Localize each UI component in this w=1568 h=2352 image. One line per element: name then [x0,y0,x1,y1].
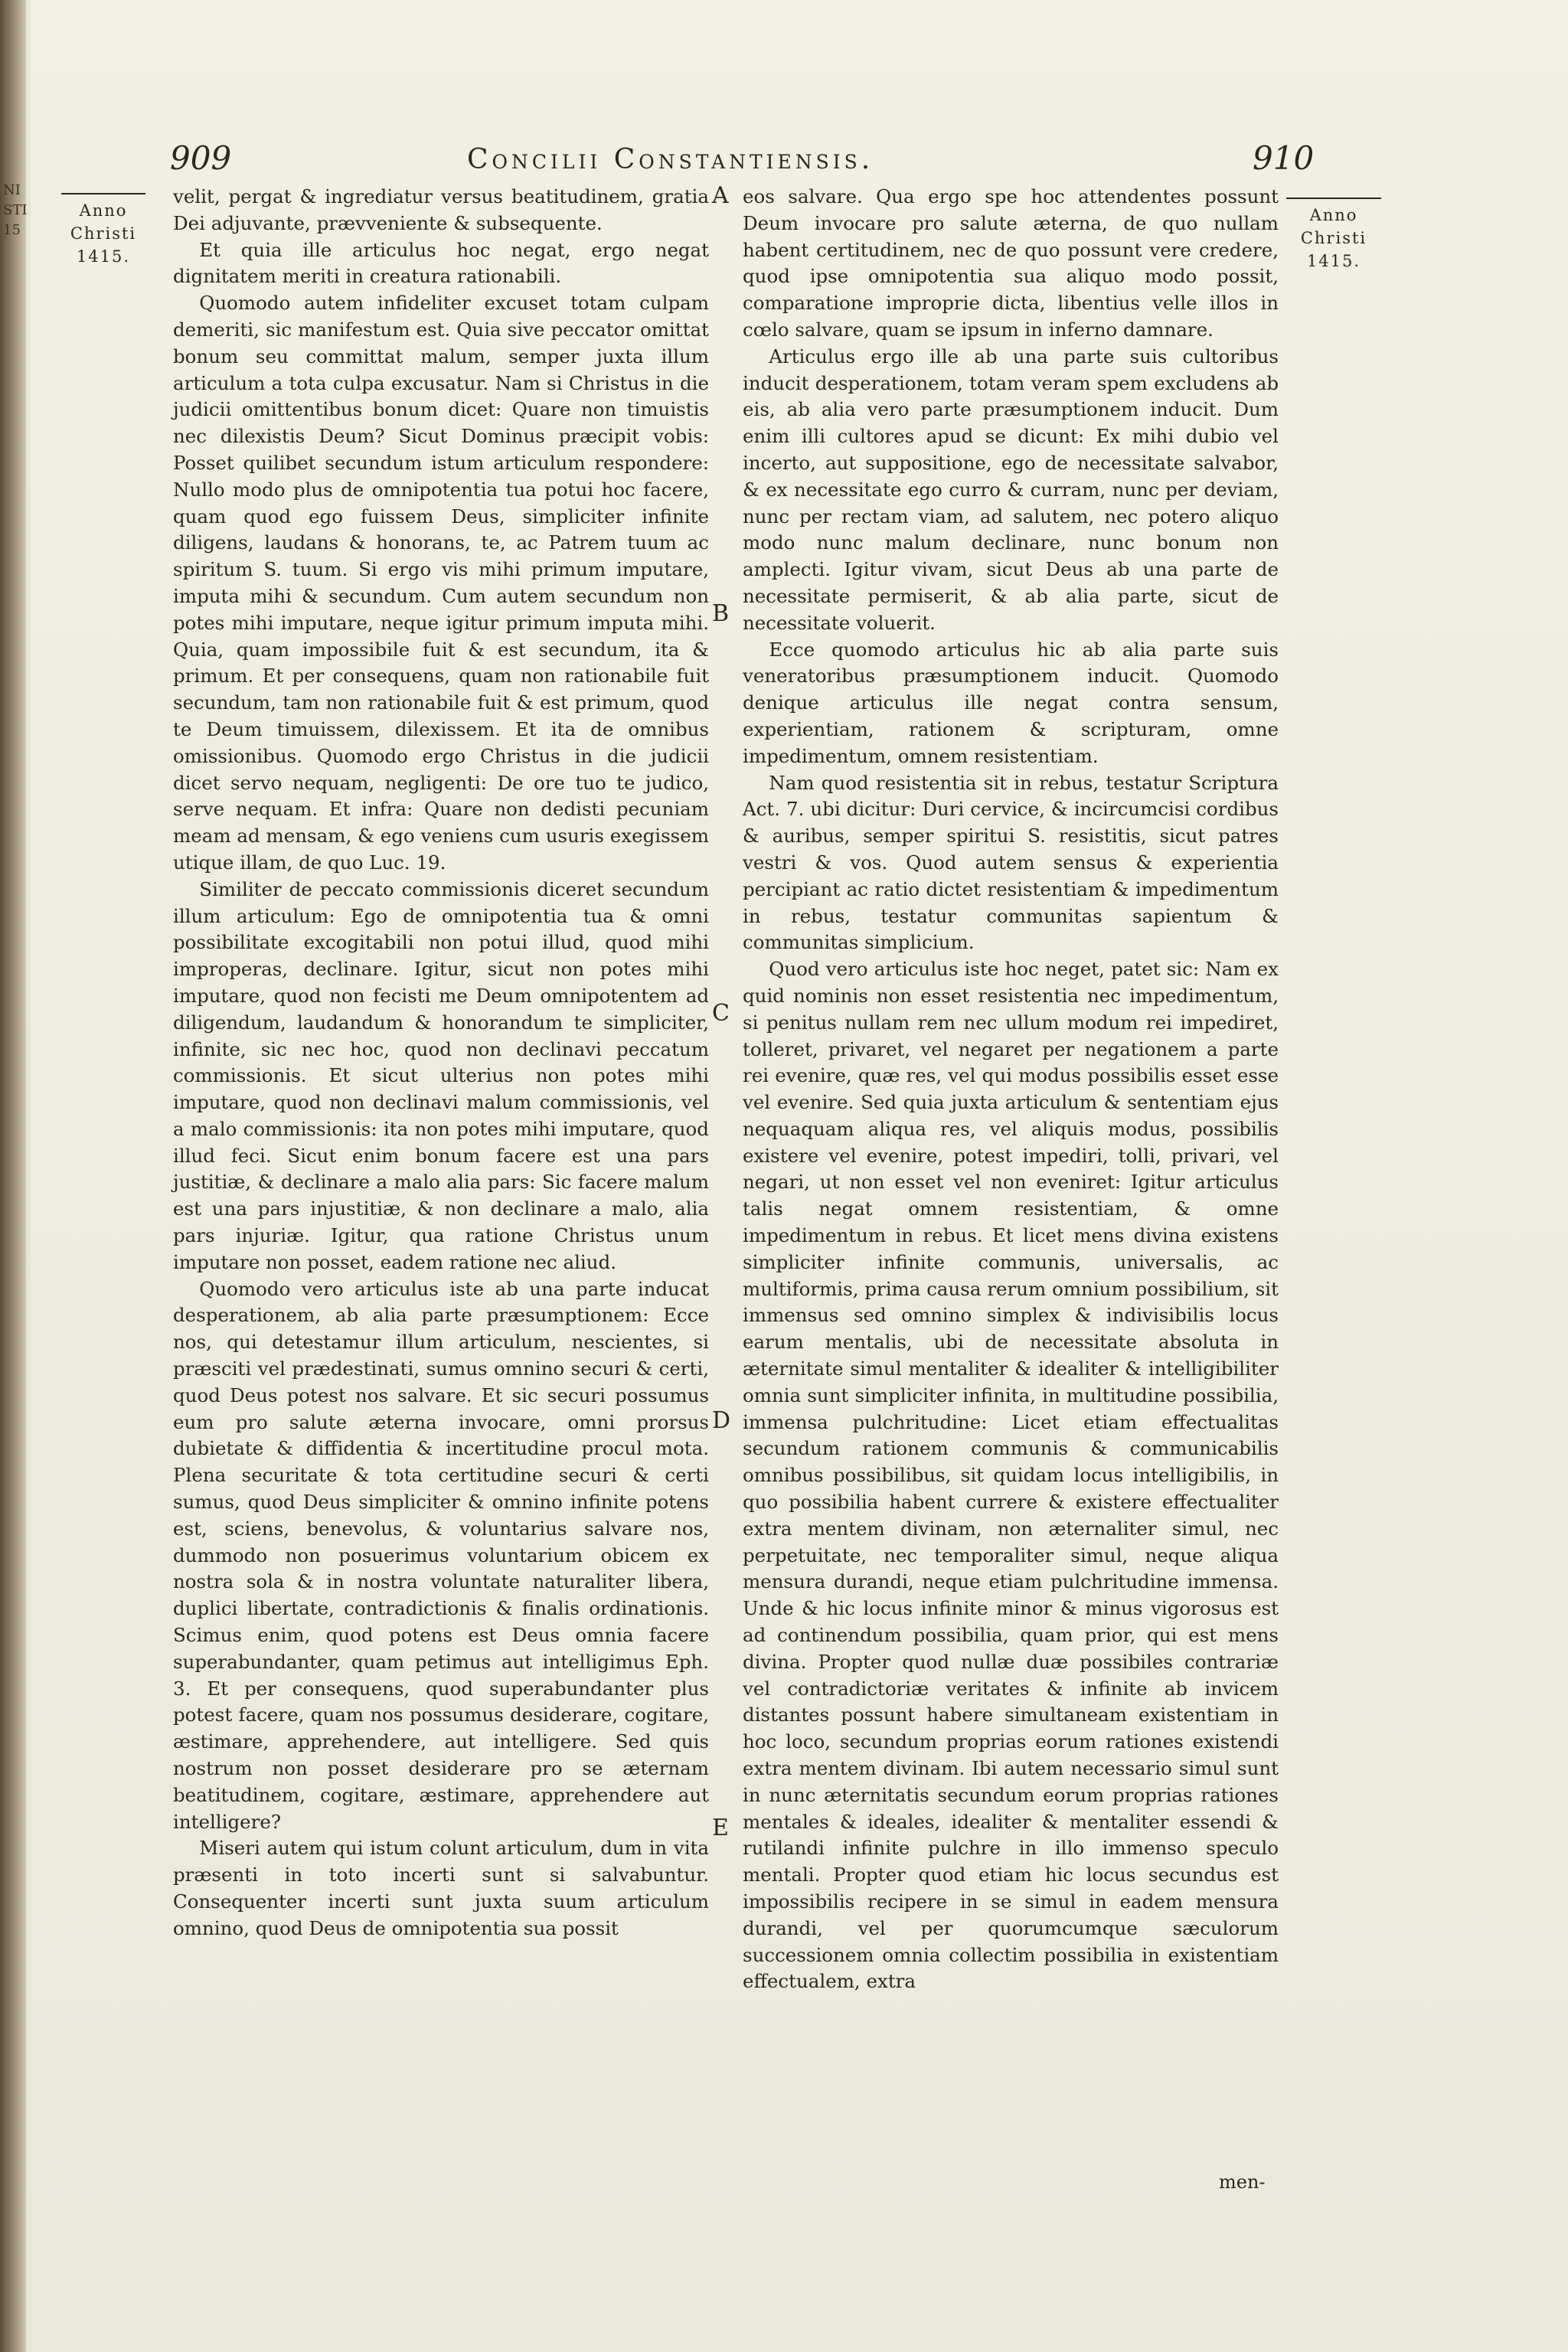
page-title: Concilii Constantiensis. [467,144,874,175]
right-text-column [743,184,1279,1995]
catchword: men- [1219,2171,1266,2193]
section-mark-d: D [712,1407,731,1434]
paragraph: Similiter de peccato commissionis diceret secundum illum articulum: Ego de omnipotentia tua & omni possibilitate excogitabili non potui illud, quod mihi improperas, declinare. Igitur, sicut non potes mihi imputare, quod non fecisti me Deum omnipotentem ad diligendum, laudandum & honorandum te simpliciter, infinite, sic nec hoc, quod non declinavi peccatum commissionis. Et sicut ulterius non potes mihi imputare, quod non declinavi malum commissionis, vel a malo commissionis: ita non potes mihi imputare, quod illud feci. Sicut enim bonum facere est una pars justitiæ, & declinare a malo alia pars: Sic facere malum est una pars injustitiæ, & non declinare a malo, alia pars injuriæ. Igitur, qua ratione Christus unum imputare non posset, eadem ratione nec aliud. [173,877,709,1273]
binding-text-fragment: NI STI 15 [3,182,28,238]
paragraph: eos salvare. Qua ergo spe hoc attendentes possunt Deum invocare pro salute æterna, de quo nullam habent certitudinem, nec de quo possunt vere credere, quod ipse omnipotentia sua aliquo modo possit, comparatione improprie dicta, libentius velle illos in cœlo salvare, quam se ipsum in inferno damnare. [743,185,1279,341]
paragraph: Et quia ille articulus hoc negat, ergo negat dignitatem meriti in creatura rationabili. [173,238,709,288]
page-number-right: 910 [1253,139,1315,177]
paragraph: Nam quod resistentia sit in rebus, testatur Scriptura Act. 7. ubi dicitur: Duri cervice, & incircumcisi cordibus & auribus, semper spiritui S. resistitis, sicut patres vestri & vos. Quod autem sensus & experientia percipiant ac ratio dictet resistentiam & impedimentum in rebus, testatur communitas sapientum & communitas simplicium. [743,771,1279,954]
paragraph: Ecce quomodo articulus hic ab alia parte suis veneratoribus præsumptionem inducit. Quomodo denique articulus ille negat contra sensum, experientiam, rationem & scripturam, omne impedimentum, omnem resistentiam. [743,638,1279,767]
anno-christi-left [61,193,145,268]
anno-rule [61,193,145,194]
anno-label: Anno [1309,206,1358,224]
section-mark-c: C [712,1000,730,1027]
book-page [31,0,1568,2352]
year-label: 1415. [1306,252,1361,270]
paragraph: Miseri autem qui istum colunt articulum, dum in vita præsenti in toto incerti sunt si salvabuntur. Consequenter incerti sunt juxta suum articulum omnino, quod Deus de omnipotentia sua possit [173,1837,709,1939]
left-text-column [173,184,709,1942]
page-number-left: 909 [170,139,232,177]
paragraph: Quomodo autem infideliter excuset totam culpam demeriti, sic manifestum est. Quia sive peccator omittat bonum seu committat malum, semper juxta illum articulum a tota culpa excusatur. Nam si Christus in die judicii omittentibus bonum dicet: Quare non timuistis nec dilexistis Deum? Sicut Dominus præcipit vobis: Posset quilibet secundum istum articulum respondere: Nullo modo plus de omnipotentia tua potui hoc facere, quam quod ego fuissem Deus, simpliciter infinite diligens, laudans & honorans, te, ac Patrem tuum ac spiritum S. tuum. Si ergo vis mihi primum imputare, imputa mihi & secundum. Cum autem secundum non potes mihi imputare, neque igitur primum imputa mihi. Quia, quam impossibile fuit & est secundum, ita & primum. Et per consequens, quam non rationabile fuit secundum, tam non rationabile fuit & est primum, quod te Deum timuissem, dilexissem. Et ita de omnibus omissionibus. Quomodo ergo Christus in die judicii dicet servo nequam, negligenti: De ore tuo te judico, serve nequam. Et infra: Quare non dedisti pecuniam meam ad mensam, & ego veniens cum usuris exegissem utique illam, de quo Luc. 19. [173,292,709,874]
running-head [31,139,1568,185]
year-label: 1415. [76,247,131,266]
paragraph: Quod vero articulus iste hoc neget, patet sic: Nam ex quid nominis non esset resistentia nec impedimentum, si penitus nullam rem nec ullum modum rei impediret, tolleret, privaret, vel negaret per negationem a parte rei evenire, quæ res, vel qui modus possibilis esset esse vel evenire. Sed quia juxta articulum & sententiam ejus nequaquam aliqua res, vel aliquis modus, possibilis existere vel evenire, potest impediri, tolli, privari, vel negari, ut non esset vel non eveniret: Igitur articulus talis negat omnem resistentiam, & omne impedimentum in rebus. Et licet mens divina existens simpliciter infinite communis, universalis, ac multiformis, prima causa rerum omnium possibilium, sit immensus sed omnino simplex & indivisibilis locus earum mentalis, ubi de necessitate absoluta in æternitate simul mentaliter & idealiter & intelligibiliter omnia sunt simpliciter infinita, in multitudine possibilia, immensa pulchritudine: Licet etiam effectualitas secundum rationem communis & communicabilis omnibus possibilibus, sit quidam locus intelligibilis, in quo possibilia habent currere & existere effectualiter extra mentem divinam, non æternaliter simul, nec perpetuitate, nec temporaliter simul, neque aliqua mensura durandi, neque etiam pulchritudine immensa. Unde & hic locus infinite minor & minus vigorosus est ad continendum possibilia, quam prior, qui est mens divina. Propter quod nullæ duæ possibiles contrariæ vel contradictoriæ veritates & infinite ab invicem distantes possunt habere simultaneam existentiam in hoc loco, secundum proprias eorum rationes existendi extra mentem divinam. Ibi autem necessario simul sunt in nunc æternitatis secundum eorum proprias rationes mentales & ideales, idealiter & mentaliter essendi & rutilandi infinite pulchre in illo immenso speculo mentali. Propter quod etiam hic locus secundus est impossibilis recipere in se simul in eadem mensura durandi, vel per quorumcumque sæculorum successionem omnia collectim possibilia in existentiam effectualem, extra [743,958,1279,1993]
anno-rule [1286,198,1381,199]
anno-label: Anno [79,201,128,220]
section-mark-a: A [712,182,729,209]
paragraph: Quomodo vero articulus iste ab una parte inducat desperationem, ab alia parte præsumptionem: Ecce nos, qui detestamur illum articulum, nescientes, si præsciti vel prædestinati, sumus omnino securi & certi, quod Deus potest nos salvare. Et sic securi possumus eum pro salute æterna invocare, omni prorsus dubietate & diffidentia & incertitudine procul mota. Plena securitate & tota certitudine securi & certi sumus, quod Deus simpliciter & omnino infinite potens est, sciens, benevolus, & voluntarius salvare nos, dummodo non posuerimus voluntarium obicem ex nostra sola & in nostra voluntate naturaliter libera, duplici libertate, contradictionis & finalis ordinationis. Scimus enim, quod potens est Deus omnia facere superabundanter, quam petimus aut intelligimus Eph. 3. Et per consequens, quod superabundanter plus potest facere, quam nos possumus desiderare, cogitare, æstimare, apprehendere, aut intelligere. Sed quis nostrum non posset desiderare pro se æternam beatitudinem, cogitare, æstimare, apprehendere aut intelligere? [173,1277,709,1833]
section-mark-b: B [712,600,730,627]
paragraph: velit, pergat & ingrediatur versus beatitudinem, gratia Dei adjuvante, prævveniente & subsequente. [173,185,709,234]
book-binding [0,0,26,2352]
paragraph: Articulus ergo ille ab una parte suis cultoribus inducit desperationem, totam veram spem excludens ab eis, ab alia vero parte præsumptionem inducit. Dum enim illi cultores apud se dicunt: Ex mihi dubio vel incerto, aut suppositione, ego de necessitate salvabor, & ex necessitate ego curro & curram, nunc per deviam, nunc per rectam viam, ad salutem, nec potero aliquo modo nunc malum declinare, nunc bonum non amplecti. Igitur vivam, sicut Deus ab una parte de necessitate permiserit, & ab alia parte, sicut de necessitate voluerit. [743,345,1279,634]
christi-label: Christi [70,224,137,243]
section-mark-e: E [712,1815,729,1841]
anno-christi-right [1286,198,1381,273]
christi-label: Christi [1300,229,1367,247]
